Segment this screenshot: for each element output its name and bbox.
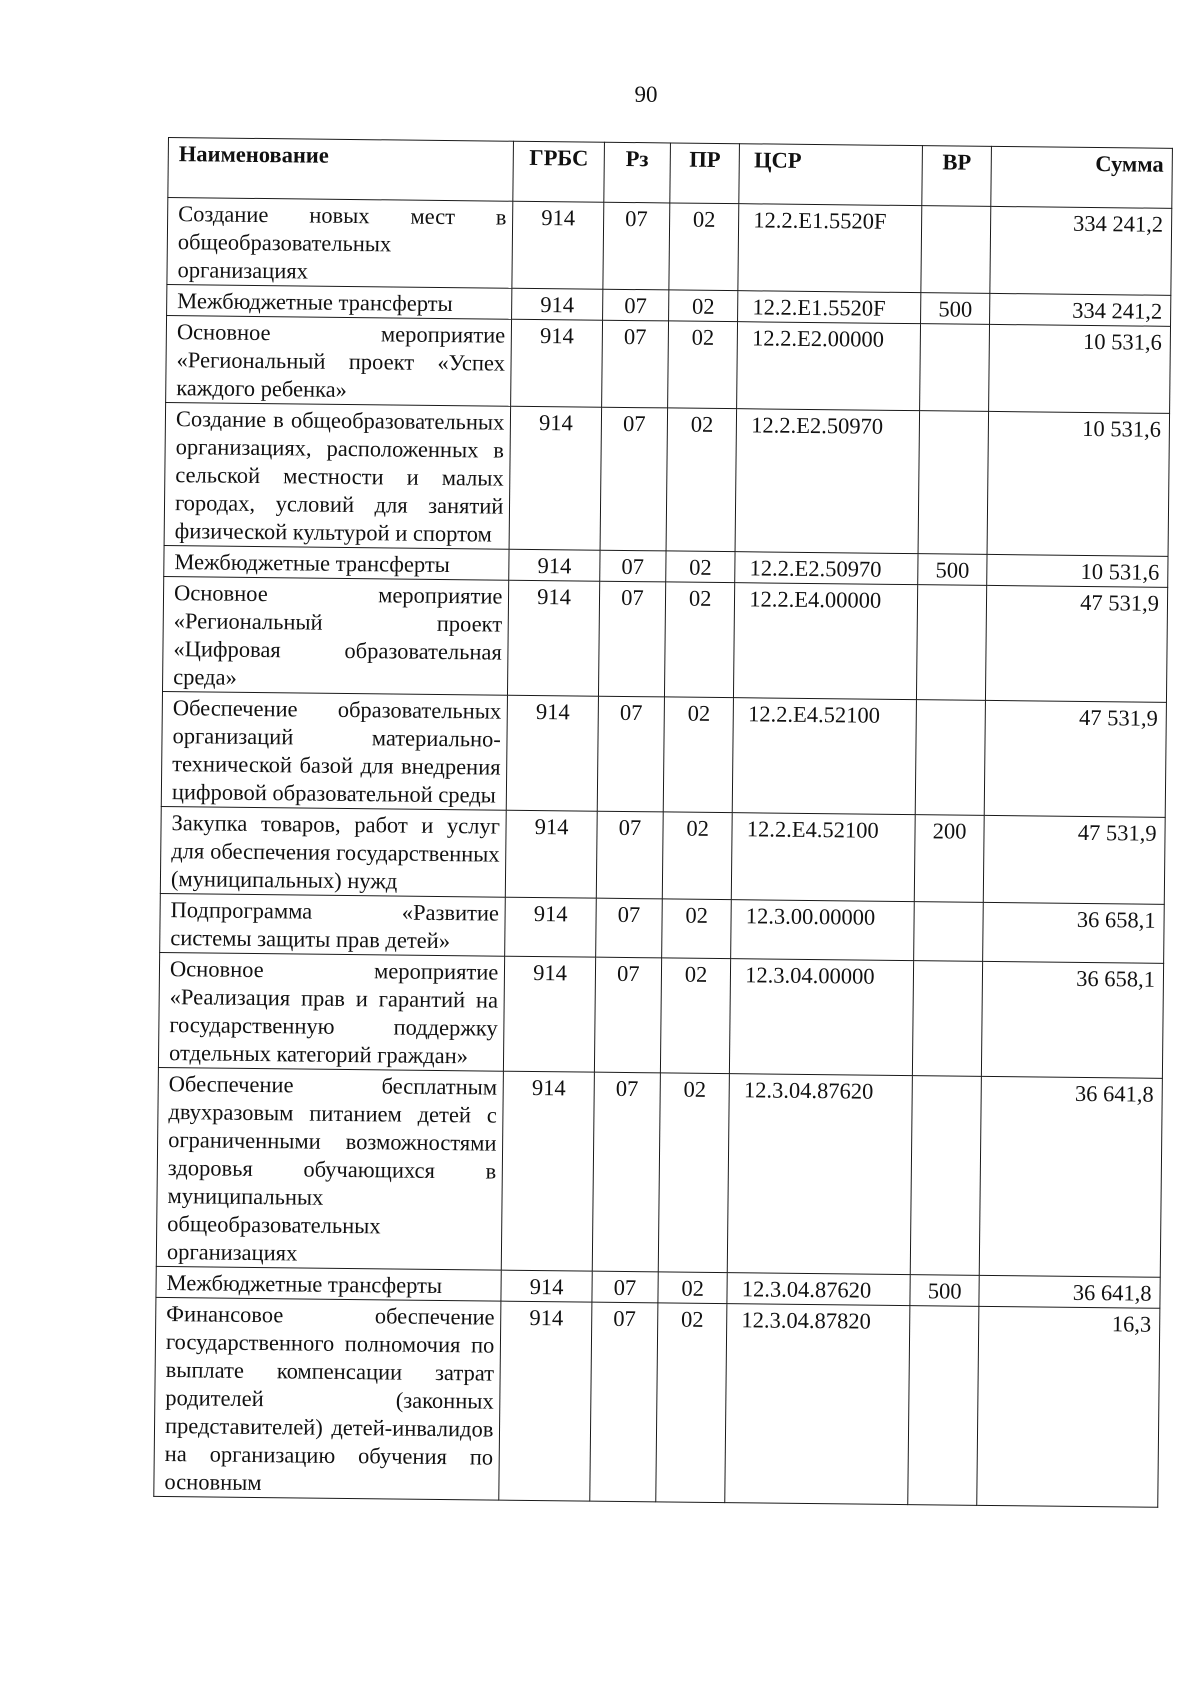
cell-csr: 12.2.Е2.50970: [735, 409, 919, 554]
cell-sum: 10 531,6: [987, 554, 1168, 587]
cell-csr: 12.3.04.00000: [730, 959, 914, 1076]
cell-vr: [915, 700, 986, 816]
cell-sum: 47 531,9: [984, 815, 1166, 904]
cell-pr: 02: [668, 321, 738, 409]
cell-sum: 36 641,8: [979, 1076, 1162, 1277]
cell-name: Основное мероприятие «Региональный проект «Успех каждого ребенка»: [166, 315, 512, 406]
cell-csr: 12.3.00.00000: [731, 900, 914, 961]
cell-grbs: 914: [505, 897, 596, 957]
table-body: [154, 198, 1172, 1508]
cell-name: Межбюджетные трансферты: [156, 1266, 502, 1301]
cell-csr: 12.2.Е2.00000: [737, 322, 921, 411]
table-row: [162, 576, 1167, 702]
cell-pr: 02: [666, 551, 736, 583]
cell-pr: 02: [666, 408, 737, 552]
cell-csr: 12.2.Е4.52100: [732, 813, 916, 902]
table-row: [156, 1067, 1162, 1277]
header-csr: ЦСР: [739, 144, 922, 206]
cell-csr: 12.3.04.87820: [725, 1304, 910, 1505]
cell-vr: [908, 1306, 979, 1506]
cell-grbs: 914: [504, 956, 596, 1072]
cell-pr: 02: [662, 899, 732, 959]
cell-sum: 36 658,1: [983, 902, 1164, 963]
cell-rz: 07: [602, 289, 669, 321]
cell-rz: 07: [592, 1072, 660, 1272]
cell-grbs: 914: [509, 549, 600, 581]
cell-vr: [918, 411, 989, 555]
cell-vr: 500: [920, 293, 990, 325]
page-number: 90: [634, 82, 658, 107]
cell-grbs: 914: [507, 695, 599, 811]
cell-pr: 02: [660, 958, 731, 1074]
header-grbs: ГРБС: [513, 141, 604, 202]
cell-pr: 02: [658, 1073, 729, 1273]
cell-grbs: 914: [512, 288, 603, 320]
cell-vr: 200: [914, 815, 984, 903]
header-row: [168, 138, 1173, 209]
cell-vr: [912, 961, 983, 1077]
table-header: [168, 138, 1173, 209]
header-name: Наименование: [168, 138, 514, 202]
budget-table-container: [153, 137, 1173, 1508]
cell-pr: 02: [656, 1303, 727, 1503]
cell-rz: 07: [597, 696, 664, 812]
cell-rz: 07: [589, 1302, 657, 1502]
cell-vr: [921, 206, 991, 294]
cell-sum: 10 531,6: [987, 411, 1169, 556]
cell-sum: 47 531,9: [984, 700, 1166, 817]
cell-name: Подпрограмма «Развитие системы защиты прав детей»: [160, 893, 506, 956]
cell-csr: 12.2.Е2.50970: [735, 552, 918, 585]
cell-name: Обеспечение образовательных организаций материально-технической базой для внедрения цифровой образовательной среды: [161, 691, 508, 810]
cell-name: Межбюджетные трансферты: [164, 545, 510, 580]
cell-grbs: 914: [506, 810, 597, 898]
cell-rz: 07: [592, 1271, 659, 1303]
cell-name: Создание в общеобразовательных организациях, расположенных в сельской местности и малых городах, условий для занятий физической культурой и спортом: [164, 402, 511, 549]
cell-grbs: 914: [511, 319, 602, 407]
header-rz: Рз: [604, 142, 671, 203]
cell-name: Создание новых мест в общеобразовательных организациях: [167, 198, 513, 289]
cell-pr: 02: [658, 1272, 728, 1304]
cell-sum: 16,3: [977, 1306, 1160, 1507]
cell-rz: 07: [603, 202, 670, 290]
cell-rz: 07: [601, 320, 668, 408]
cell-rz: 07: [595, 898, 662, 958]
cell-vr: 500: [910, 1275, 980, 1307]
cell-rz: 07: [600, 407, 668, 551]
table-row: [160, 806, 1165, 904]
cell-csr: 12.2.Е1.5520F: [738, 204, 922, 293]
cell-sum: 47 531,9: [986, 585, 1168, 702]
cell-vr: 500: [918, 554, 988, 586]
table-row: [166, 315, 1171, 413]
header-vr: ВР: [922, 146, 992, 207]
header-pr: ПР: [670, 143, 740, 204]
cell-name: Основное мероприятие «Реализация прав и гарантий на государственную поддержку отдельных категорий граждан»: [158, 952, 505, 1071]
cell-csr: 12.3.04.87620: [727, 1074, 912, 1275]
cell-grbs: 914: [501, 1270, 592, 1302]
cell-grbs: 914: [509, 406, 601, 550]
cell-pr: 02: [669, 290, 739, 322]
table-row: [158, 952, 1163, 1078]
cell-rz: 07: [598, 581, 665, 697]
cell-pr: 02: [664, 582, 735, 698]
cell-name: Закупка товаров, работ и услуг для обеспечения государственных (муниципальных) нужд: [160, 806, 506, 897]
table-row: [160, 893, 1165, 963]
cell-name: Финансовое обеспечение государственного полномочия по выплате компенсации затрат родителей (законных представителей) детей-инвалидов на организацию обучения по основным: [154, 1297, 502, 1500]
cell-vr: [916, 585, 987, 701]
cell-vr: [910, 1076, 981, 1276]
cell-sum: 36 641,8: [979, 1275, 1160, 1308]
table-row: [154, 1297, 1160, 1507]
header-sum: Сумма: [991, 146, 1172, 208]
cell-csr: 12.2.Е1.5520F: [738, 291, 921, 324]
cell-csr: 12.2.Е4.52100: [732, 698, 916, 815]
cell-csr: 12.3.04.87620: [727, 1273, 910, 1306]
cell-vr: [920, 324, 990, 412]
cell-vr: [914, 902, 984, 962]
cell-grbs: 914: [512, 201, 603, 289]
cell-grbs: 914: [508, 580, 600, 696]
cell-pr: 02: [669, 203, 739, 291]
cell-sum: 10 531,6: [989, 324, 1171, 413]
cell-sum: 36 658,1: [982, 961, 1164, 1078]
cell-sum: 334 241,2: [990, 293, 1171, 326]
cell-name: Обеспечение бесплатным двухразовым питанием детей с ограниченными возможностями здоровья обучающихся в муниципальных общеобразовательных организациях: [156, 1067, 504, 1270]
table-row: [164, 402, 1169, 556]
cell-name: Основное мероприятие «Региональный проект «Цифровая образовательная среда»: [162, 576, 509, 695]
cell-pr: 02: [662, 812, 732, 900]
table-row: [167, 198, 1172, 296]
cell-rz: 07: [596, 811, 663, 899]
cell-csr: 12.2.Е4.00000: [734, 583, 918, 700]
budget-table: [153, 137, 1173, 1508]
cell-name: Межбюджетные трансферты: [167, 284, 513, 319]
cell-sum: 334 241,2: [990, 206, 1172, 295]
cell-pr: 02: [663, 697, 734, 813]
cell-grbs: 914: [499, 1301, 592, 1501]
cell-rz: 07: [594, 957, 661, 1073]
cell-grbs: 914: [502, 1071, 595, 1271]
table-row: [161, 691, 1166, 817]
cell-rz: 07: [599, 550, 666, 582]
